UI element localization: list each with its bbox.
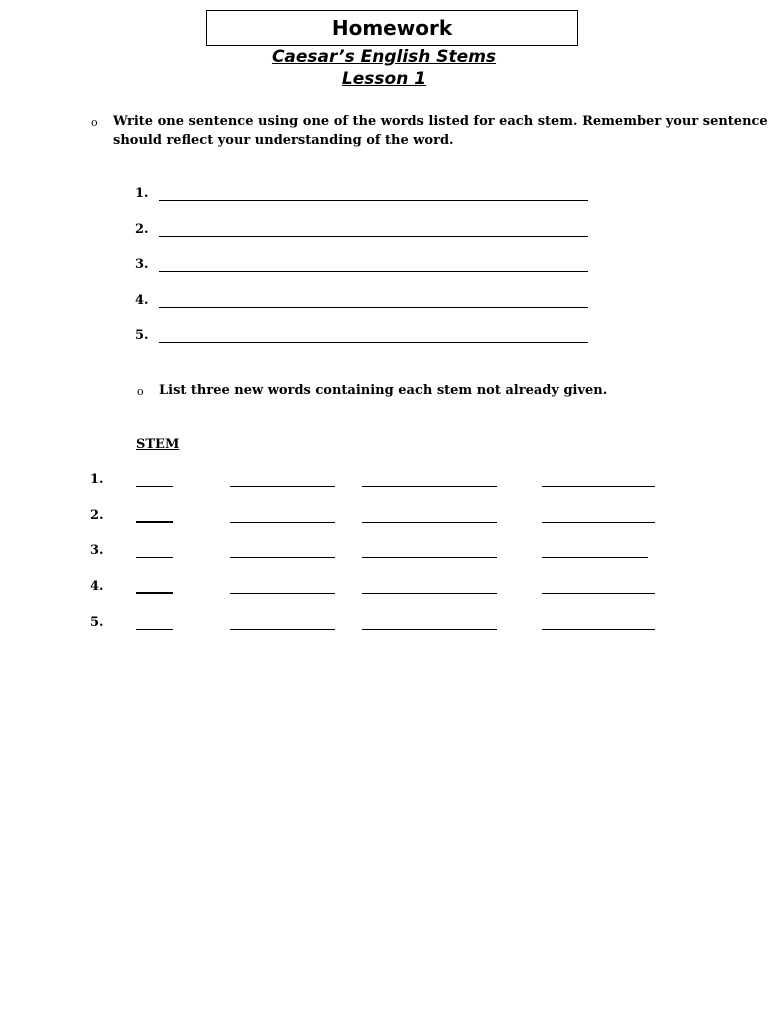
stem-blank[interactable]	[136, 486, 173, 487]
sentence-number: 3.	[135, 257, 149, 272]
word-blank[interactable]	[230, 486, 335, 487]
word-blank[interactable]	[362, 522, 497, 523]
page-title: Homework	[331, 16, 453, 40]
stem-row-number: 3.	[90, 543, 104, 558]
sentence-answer-line[interactable]	[159, 271, 588, 272]
word-blank[interactable]	[542, 522, 655, 523]
word-blank[interactable]	[362, 486, 497, 487]
sentence-number: 5.	[135, 328, 149, 343]
stem-row-number: 2.	[90, 508, 104, 523]
instruction-1	[113, 112, 768, 150]
sentence-number: 4.	[135, 293, 149, 308]
instruction-1-line-2: should reflect your understanding of the word.	[113, 133, 454, 148]
stem-column-header: STEM	[136, 437, 180, 452]
title-box	[206, 10, 578, 46]
word-blank[interactable]	[542, 593, 655, 594]
bullet-icon: o	[91, 116, 98, 129]
word-blank[interactable]	[230, 557, 335, 558]
word-blank[interactable]	[230, 593, 335, 594]
subtitle: Caesar’s English Stems	[271, 47, 497, 67]
stem-blank[interactable]	[136, 629, 173, 630]
stem-blank[interactable]	[136, 557, 173, 558]
stem-blank[interactable]	[136, 592, 173, 594]
sentence-answer-line[interactable]	[159, 200, 588, 201]
word-blank[interactable]	[362, 557, 497, 558]
bullet-icon: o	[137, 385, 144, 398]
word-blank[interactable]	[230, 522, 335, 523]
word-blank[interactable]	[542, 557, 648, 558]
word-blank[interactable]	[362, 629, 497, 630]
stem-row-number: 1.	[90, 472, 104, 487]
stem-row-number: 4.	[90, 579, 104, 594]
sentence-number: 1.	[135, 186, 149, 201]
word-blank[interactable]	[362, 593, 497, 594]
instruction-2: List three new words containing each stem not already given.	[159, 383, 608, 398]
word-blank[interactable]	[542, 629, 655, 630]
word-blank[interactable]	[542, 486, 655, 487]
sentence-answer-line[interactable]	[159, 342, 588, 343]
stem-row-number: 5.	[90, 615, 104, 630]
sentence-answer-line[interactable]	[159, 307, 588, 308]
stem-blank[interactable]	[136, 521, 173, 523]
word-blank[interactable]	[230, 629, 335, 630]
lesson-label: Lesson 1	[341, 69, 427, 89]
sentence-answer-line[interactable]	[159, 236, 588, 237]
instruction-1-line-1: Write one sentence using one of the words listed for each stem. Remember your sentence	[113, 114, 768, 129]
sentence-number: 2.	[135, 222, 149, 237]
